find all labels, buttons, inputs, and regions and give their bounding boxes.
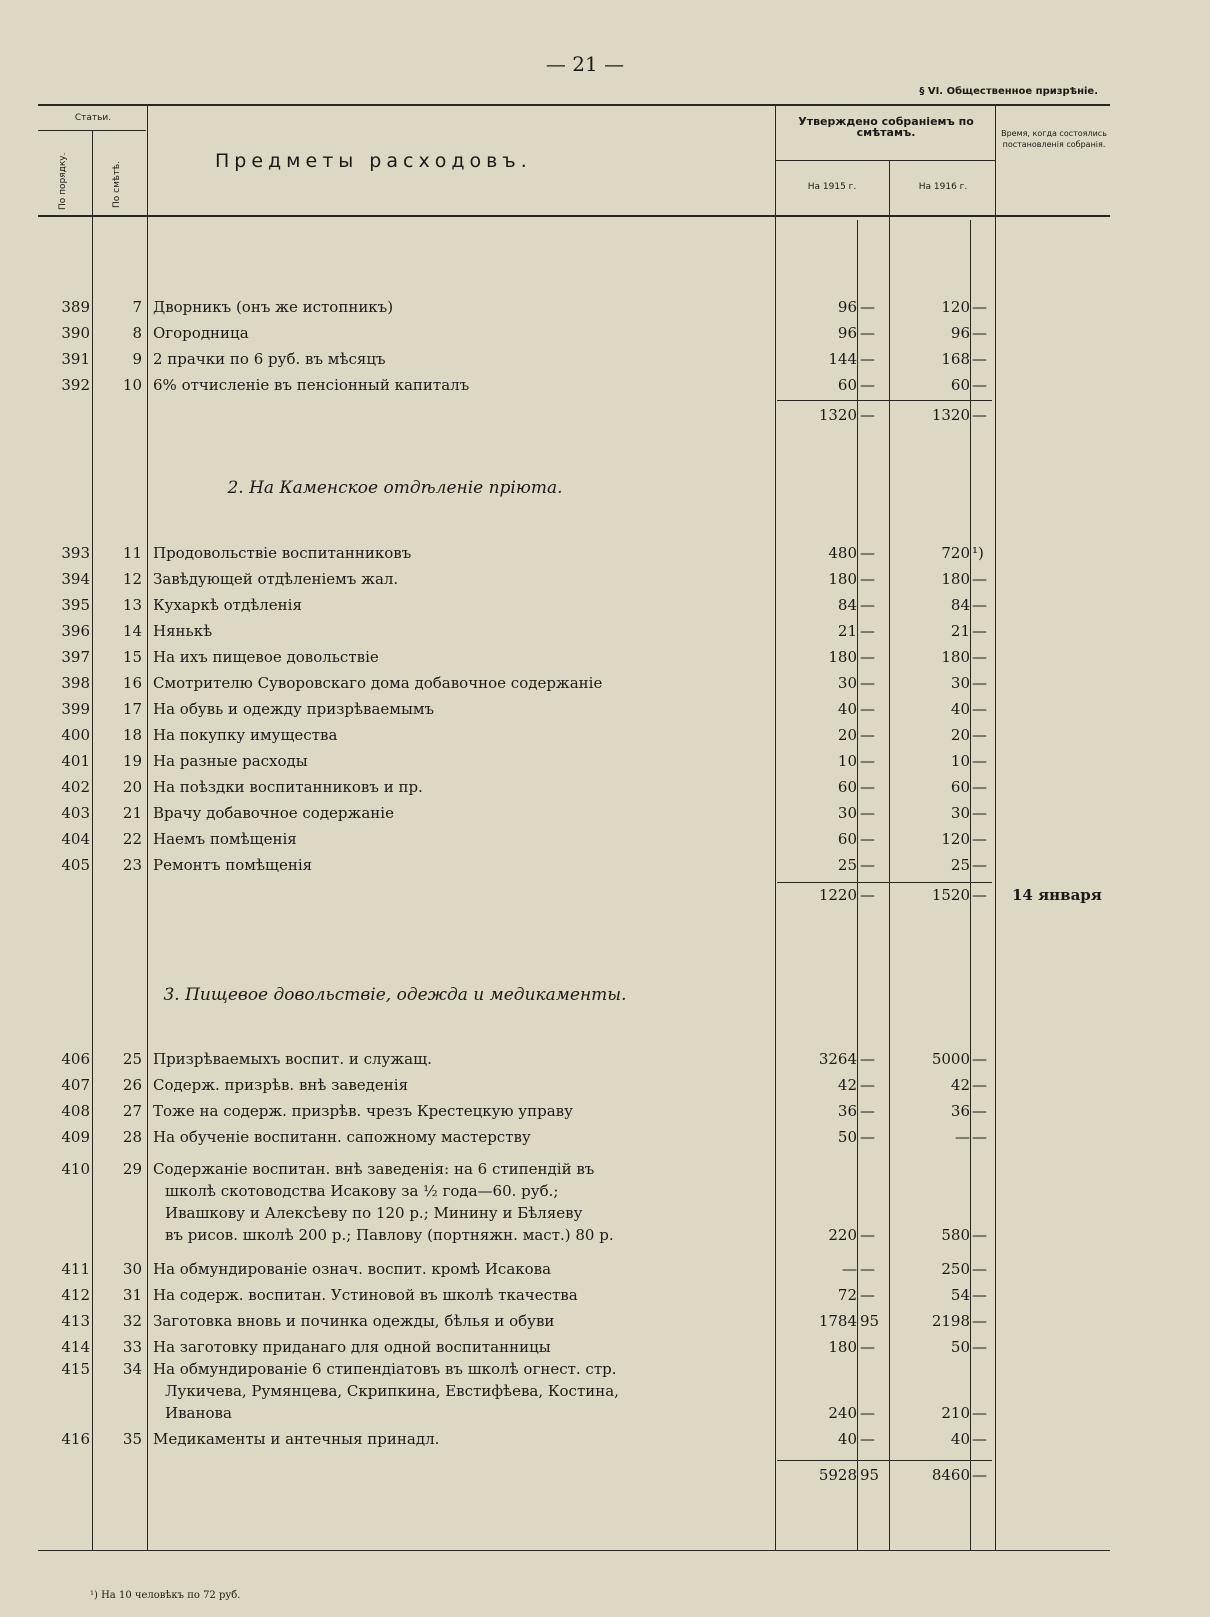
- value-1916-kop: —: [972, 622, 987, 640]
- value-1915: 40: [837, 1430, 857, 1448]
- value-1915-kop: —: [860, 856, 875, 874]
- value-1915-kop: —: [860, 544, 875, 562]
- value-1915-kop: —: [860, 752, 875, 770]
- value-1916-kop: —: [972, 298, 987, 316]
- total-1916: 1320: [931, 406, 970, 424]
- row-art: 35: [122, 1430, 142, 1448]
- row-no: 409: [61, 1128, 90, 1146]
- value-1916: 21: [950, 622, 970, 640]
- table-row: [0, 620, 1110, 642]
- row-art: 20: [122, 778, 142, 796]
- value-1915-kop: —: [860, 830, 875, 848]
- row-no: 408: [61, 1102, 90, 1120]
- row-410-line1: [0, 1158, 1110, 1180]
- value-1916-kop: —: [972, 674, 987, 692]
- row-desc: На содерж. воспитан. Устиновой въ школѣ ткачества: [153, 1286, 578, 1304]
- value-1916: 210: [941, 1404, 970, 1422]
- section-heading-3: 3. Пищевое довольствіе, одежда и медикаменты.: [163, 985, 627, 1005]
- table-row: [0, 348, 1110, 370]
- row-no: 403: [61, 804, 90, 822]
- value-1915: 72: [837, 1286, 857, 1304]
- value-1915: 25: [837, 856, 857, 874]
- table-row: [0, 854, 1110, 876]
- row-art: 27: [122, 1102, 142, 1120]
- value-1916: 168: [941, 350, 970, 368]
- block3-total-rule: [777, 1460, 992, 1461]
- header-po-poryadku: По порядку.: [58, 152, 68, 210]
- value-1915: 50: [837, 1128, 857, 1146]
- total-1916: 8460: [931, 1466, 970, 1484]
- header-year-1916: На 1916 г.: [918, 182, 968, 192]
- table-row: [0, 646, 1110, 668]
- table-row: [0, 322, 1110, 344]
- row-no: 415: [61, 1360, 90, 1378]
- row-desc: 6% отчисленіе въ пенсіонный капиталъ: [153, 376, 470, 394]
- row-art: 23: [122, 856, 142, 874]
- table-row: [0, 1048, 1110, 1070]
- value-1915: 60: [837, 830, 857, 848]
- value-1916: 180: [941, 648, 970, 666]
- row-desc: Продовольствіе воспитанниковъ: [153, 544, 412, 562]
- value-1916-kop: —: [972, 1404, 987, 1422]
- value-1916-kop: —: [972, 856, 987, 874]
- value-1915: 1784: [818, 1312, 857, 1330]
- row-desc: На ихъ пищевое довольствіе: [153, 648, 379, 666]
- block1-total-rule: [777, 400, 992, 401]
- value-1915-kop: —: [860, 1102, 875, 1120]
- row-415-line3: [0, 1402, 1110, 1424]
- row-no: 392: [61, 376, 90, 394]
- value-1916-kop: —: [972, 1286, 987, 1304]
- value-1915: 30: [837, 674, 857, 692]
- value-1915: 480: [828, 544, 857, 562]
- row-art: 10: [122, 376, 142, 394]
- value-1916-kop: —: [972, 752, 987, 770]
- value-1915-kop: —: [860, 622, 875, 640]
- value-1916: 54: [950, 1286, 970, 1304]
- row-art: 18: [122, 726, 142, 744]
- block2-total-rule: [777, 882, 992, 883]
- value-1915-kop: —: [860, 376, 875, 394]
- table-row: [0, 1284, 1110, 1306]
- value-1916: 60: [950, 376, 970, 394]
- value-1916-kop: —: [972, 1128, 987, 1146]
- value-1915: —: [842, 1260, 857, 1278]
- value-1915-kop: —: [860, 1404, 875, 1422]
- value-1916: 30: [950, 674, 970, 692]
- value-1915: 96: [837, 324, 857, 342]
- row-desc: Дворникъ (онъ же истопникъ): [153, 298, 394, 316]
- value-1916-kop: —: [972, 376, 987, 394]
- row-no: 389: [61, 298, 90, 316]
- value-1915-kop: —: [860, 1260, 875, 1278]
- value-1916-kop: —: [972, 1260, 987, 1278]
- row-no: 399: [61, 700, 90, 718]
- value-1916-kop: —: [972, 804, 987, 822]
- value-1915-kop: —: [860, 596, 875, 614]
- row-art: 8: [132, 324, 142, 342]
- total-1915: 1320: [818, 406, 857, 424]
- value-1916: 720: [941, 544, 970, 562]
- row-art: 25: [122, 1050, 142, 1068]
- value-1916: 250: [941, 1260, 970, 1278]
- row-410-line4: [0, 1224, 1110, 1246]
- block1-total-row: [0, 404, 1110, 426]
- table-row: [0, 750, 1110, 772]
- table-row: [0, 1310, 1110, 1332]
- value-1915: 42: [837, 1076, 857, 1094]
- row-desc: Тоже на содерж. призрѣв. чрезъ Крестецкую управу: [153, 1102, 573, 1120]
- value-1915-kop: —: [860, 1128, 875, 1146]
- value-1916: —: [955, 1128, 970, 1146]
- value-1916-kop: —: [972, 1430, 987, 1448]
- page-number: — 21 —: [545, 52, 625, 76]
- value-1915: 60: [837, 376, 857, 394]
- table-bottom-rule: [38, 1550, 1110, 1551]
- row-no: 405: [61, 856, 90, 874]
- value-1915: 96: [837, 298, 857, 316]
- col-divider-time: [995, 104, 996, 1550]
- row-desc: Заготовка вновь и починка одежды, бѣлья и обуви: [153, 1312, 555, 1330]
- value-1916-kop: —: [972, 324, 987, 342]
- value-1915: 84: [837, 596, 857, 614]
- row-desc-line3: Иванова: [165, 1404, 232, 1422]
- row-415-line1: [0, 1358, 1110, 1380]
- row-desc: Нянькѣ: [153, 622, 213, 640]
- table-row: [0, 296, 1110, 318]
- row-desc: Ремонтъ помѣщенія: [153, 856, 313, 874]
- value-1915: 144: [828, 350, 857, 368]
- row-desc: Призрѣваемыхъ воспит. и служащ.: [153, 1050, 432, 1068]
- row-desc-line3: Ивашкову и Алексѣеву по 120 р.; Минину и Бѣляеву: [165, 1204, 583, 1222]
- value-1915: 21: [837, 622, 857, 640]
- value-1915-kop: —: [860, 674, 875, 692]
- row-art: 34: [122, 1360, 142, 1378]
- table-row: [0, 594, 1110, 616]
- total-1915-kop: —: [860, 886, 875, 904]
- row-desc: На обувь и одежду призрѣваемымъ: [153, 700, 435, 718]
- value-1915-kop: —: [860, 1338, 875, 1356]
- table-row: [0, 698, 1110, 720]
- row-desc: Медикаменты и антечныя принадл.: [153, 1430, 440, 1448]
- value-1915-kop: —: [860, 1076, 875, 1094]
- footnote: ¹) На 10 человѣкъ по 72 руб.: [90, 1590, 241, 1601]
- row-art: 22: [122, 830, 142, 848]
- row-art: 33: [122, 1338, 142, 1356]
- row-desc-line2: Лукичева, Румянцева, Скрипкина, Евстифѣева, Костина,: [165, 1382, 619, 1400]
- table-row: [0, 776, 1110, 798]
- row-no: 401: [61, 752, 90, 770]
- value-1916-kop: —: [972, 570, 987, 588]
- row-art: 9: [132, 350, 142, 368]
- value-1915: 60: [837, 778, 857, 796]
- row-no: 394: [61, 570, 90, 588]
- row-desc: Содерж. призрѣв. внѣ заведенія: [153, 1076, 409, 1094]
- value-1916-kop: —: [972, 596, 987, 614]
- value-1916-kop: —: [972, 830, 987, 848]
- value-1916: 25: [950, 856, 970, 874]
- row-desc: На покупку имущества: [153, 726, 338, 744]
- row-art: 32: [122, 1312, 142, 1330]
- header-predmety: Предметы расходовъ.: [215, 150, 532, 172]
- value-1916: 42: [950, 1076, 970, 1094]
- row-art: 29: [122, 1160, 142, 1178]
- row-no: 396: [61, 622, 90, 640]
- value-1916: 60: [950, 778, 970, 796]
- value-1915-kop: —: [860, 1286, 875, 1304]
- table-row: [0, 374, 1110, 396]
- total-1916-kop: —: [972, 886, 987, 904]
- value-1916: 40: [950, 1430, 970, 1448]
- value-1916: 36: [950, 1102, 970, 1120]
- row-no: 404: [61, 830, 90, 848]
- header-approved: Утверждено собраніемъ по смѣтамъ.: [798, 115, 974, 139]
- row-no: 390: [61, 324, 90, 342]
- value-1916-kop: —: [972, 700, 987, 718]
- row-art: 21: [122, 804, 142, 822]
- row-art: 26: [122, 1076, 142, 1094]
- row-art: 11: [122, 544, 142, 562]
- table-row: [0, 672, 1110, 694]
- row-no: 416: [61, 1430, 90, 1448]
- row-art: 30: [122, 1260, 142, 1278]
- value-1915: 180: [828, 648, 857, 666]
- header-time: Время, когда состоялись постановленія собранія.: [1001, 129, 1107, 149]
- value-1916-kop: —: [972, 1312, 987, 1330]
- value-1916: 5000: [931, 1050, 970, 1068]
- value-1915: 36: [837, 1102, 857, 1120]
- row-desc: Завѣдующей отдѣленіемъ жал.: [153, 570, 399, 588]
- value-1915: 30: [837, 804, 857, 822]
- value-1916: 96: [950, 324, 970, 342]
- row-no: 398: [61, 674, 90, 692]
- total-1916-kop: —: [972, 406, 987, 424]
- block3-total-row: [0, 1464, 1110, 1486]
- value-1916: 20: [950, 726, 970, 744]
- resolution-date: 14 января: [1012, 886, 1102, 904]
- value-1916-kop: —: [972, 1050, 987, 1068]
- row-art: 7: [132, 298, 142, 316]
- value-1916: 30: [950, 804, 970, 822]
- value-1916-kop: —: [972, 1226, 987, 1244]
- row-no: 400: [61, 726, 90, 744]
- row-416: [0, 1428, 1110, 1450]
- table-row: [0, 1100, 1110, 1122]
- row-art: 28: [122, 1128, 142, 1146]
- value-1916-kop: —: [972, 1076, 987, 1094]
- row-no: 407: [61, 1076, 90, 1094]
- row-art: 13: [122, 596, 142, 614]
- total-1915: 1220: [818, 886, 857, 904]
- header-po-smete: По смѣтѣ.: [112, 160, 122, 208]
- value-1915-kop: —: [860, 1050, 875, 1068]
- row-art: 12: [122, 570, 142, 588]
- row-desc: На обученіе воспитанн. сапожному мастерству: [153, 1128, 531, 1146]
- row-desc: Врачу добавочное содержаніе: [153, 804, 394, 822]
- row-art: 19: [122, 752, 142, 770]
- header-stati: Статьи.: [74, 113, 112, 123]
- value-1916: 120: [941, 298, 970, 316]
- row-no: 411: [61, 1260, 90, 1278]
- row-no: 393: [61, 544, 90, 562]
- row-art: 15: [122, 648, 142, 666]
- section-heading-2: 2. На Каменское отдѣленіе пріюта.: [227, 478, 563, 498]
- value-1915-kop: —: [860, 700, 875, 718]
- value-1915-kop: 95: [860, 1312, 880, 1330]
- value-1916: 2198: [931, 1312, 970, 1330]
- value-1916-kop: ¹): [972, 544, 984, 562]
- row-no: 414: [61, 1338, 90, 1356]
- row-art: 14: [122, 622, 142, 640]
- table-row: [0, 724, 1110, 746]
- value-1915-kop: —: [860, 726, 875, 744]
- table-row: [0, 1126, 1110, 1148]
- row-desc-line2: школѣ скотоводства Исакову за ½ года—60. руб.;: [165, 1182, 559, 1200]
- value-1916: 84: [950, 596, 970, 614]
- value-1916: 50: [950, 1338, 970, 1356]
- value-1915: 40: [837, 700, 857, 718]
- block2-total-row: [0, 884, 1110, 906]
- value-1915-kop: —: [860, 1226, 875, 1244]
- value-1916-kop: —: [972, 1102, 987, 1120]
- value-1916: 40: [950, 700, 970, 718]
- row-no: 397: [61, 648, 90, 666]
- row-no: 395: [61, 596, 90, 614]
- header-year-1915: На 1915 г.: [807, 182, 857, 192]
- row-desc-line4: въ рисов. школѣ 200 р.; Павлову (портняжн. маст.) 80 р.: [165, 1226, 614, 1244]
- section-title: § VI. Общественное призрѣніе.: [919, 86, 1098, 97]
- total-1915-kop: —: [860, 406, 875, 424]
- value-1916: 10: [950, 752, 970, 770]
- value-1915: 10: [837, 752, 857, 770]
- col-divider-art: [147, 104, 148, 1550]
- total-1915-kop: 95: [860, 1466, 880, 1484]
- value-1915: 180: [828, 1338, 857, 1356]
- row-desc: Смотрителю Суворовскаго дома добавочное содержаніе: [153, 674, 603, 692]
- row-desc: На обмундированіе означ. воспит. кромѣ Исакова: [153, 1260, 552, 1278]
- row-no: 391: [61, 350, 90, 368]
- total-1916-kop: —: [972, 1466, 987, 1484]
- row-desc: 2 прачки по 6 руб. въ мѣсяцъ: [153, 350, 386, 368]
- value-1915: 3264: [818, 1050, 857, 1068]
- row-desc-line1: Содержаніе воспитан. внѣ заведенія: на 6 стипендій въ: [153, 1160, 595, 1178]
- value-1915-kop: —: [860, 778, 875, 796]
- row-art: 31: [122, 1286, 142, 1304]
- approved-underline: [775, 160, 995, 161]
- total-1915: 5928: [818, 1466, 857, 1484]
- value-1915-kop: —: [860, 298, 875, 316]
- value-1916: 580: [941, 1226, 970, 1244]
- row-no: 412: [61, 1286, 90, 1304]
- row-art: 17: [122, 700, 142, 718]
- value-1915: 220: [828, 1226, 857, 1244]
- row-desc: Кухаркѣ отдѣленія: [153, 596, 302, 614]
- table-row: [0, 568, 1110, 590]
- row-no: 402: [61, 778, 90, 796]
- row-desc: На разные расходы: [153, 752, 308, 770]
- value-1916: 120: [941, 830, 970, 848]
- row-no: 413: [61, 1312, 90, 1330]
- value-1915: 20: [837, 726, 857, 744]
- row-desc: Наемъ помѣщенія: [153, 830, 297, 848]
- value-1915-kop: —: [860, 324, 875, 342]
- value-1916-kop: —: [972, 350, 987, 368]
- row-desc: На заготовку приданаго для одной воспитанницы: [153, 1338, 551, 1356]
- col-divider-desc: [775, 104, 776, 1550]
- row-no: 406: [61, 1050, 90, 1068]
- value-1916: 180: [941, 570, 970, 588]
- value-1915-kop: —: [860, 570, 875, 588]
- value-1915-kop: —: [860, 1430, 875, 1448]
- table-row: [0, 1258, 1110, 1280]
- table-row: [0, 828, 1110, 850]
- value-1916-kop: —: [972, 648, 987, 666]
- value-1915-kop: —: [860, 648, 875, 666]
- table-row: [0, 802, 1110, 824]
- value-1915-kop: —: [860, 350, 875, 368]
- row-desc: На поѣздки воспитанниковъ и пр.: [153, 778, 423, 796]
- table-row: [0, 1336, 1110, 1358]
- header-bottom-rule: [38, 215, 1110, 217]
- value-1915: 240: [828, 1404, 857, 1422]
- row-desc: Огородница: [153, 324, 249, 342]
- table-row: [0, 1074, 1110, 1096]
- value-1915-kop: —: [860, 804, 875, 822]
- value-1916-kop: —: [972, 726, 987, 744]
- row-no: 410: [61, 1160, 90, 1178]
- value-1915: 180: [828, 570, 857, 588]
- table-row: [0, 542, 1110, 564]
- row-desc-line1: На обмундированіе 6 стипендіатовъ въ школѣ огнест. стр.: [153, 1360, 617, 1378]
- total-1916: 1520: [931, 886, 970, 904]
- row-art: 16: [122, 674, 142, 692]
- value-1916-kop: —: [972, 1338, 987, 1356]
- table-top-rule: [38, 104, 1110, 106]
- value-1916-kop: —: [972, 778, 987, 796]
